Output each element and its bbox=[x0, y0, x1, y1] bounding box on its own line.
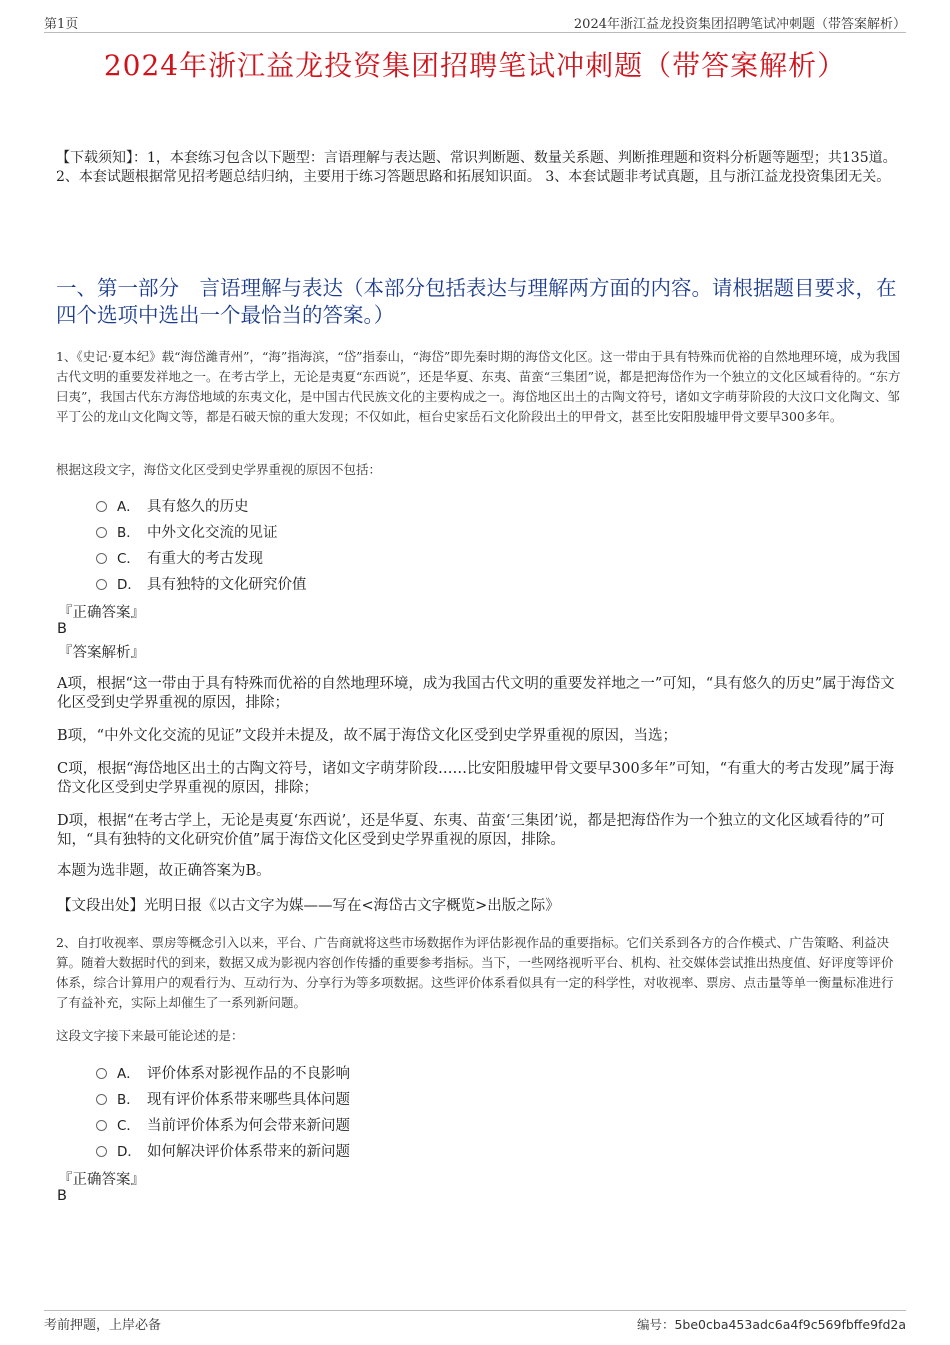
question-1-passage: 1、《史记·夏本纪》载“海岱濰青州”，“海”指海滨，“岱”指泰山，“海岱”即先秦时期的海岱文化区。这一带由于具有特殊而优裕的自然地理环境，成为我国古代文明的重要发祥地之一。在考古学上，无论是夷夏“东西说”，还是华夏、东夷、苗蛮“三集团”说，都是把海岱作为一个独立的文化区域看待的。“东方曰夷”，我国古代东方海岱地域的东夷文化，是中国古代民族文化的主要构成之一。海岱地区出土的古陶文符号，诸如文字萌芽阶段的大汶口文化陶文、邹平丁公的龙山文化陶文等，都是石破天惊的重大发现；不仅如此，桓台史家岳石文化阶段出土的甲骨文，甚至比安阳殷墟甲骨文要早300多年。 bbox=[56, 349, 901, 424]
option-letter: B． bbox=[117, 525, 140, 541]
option-letter: C． bbox=[117, 551, 140, 567]
document-title: 2024年浙江益龙投资集团招聘笔试冲刺题（带答案解析） bbox=[103, 49, 847, 82]
question-1-options bbox=[96, 492, 796, 596]
question-1-stem: 根据这段文字，海岱文化区受到史学界重视的原因不包括： bbox=[56, 462, 382, 477]
analysis-d: D项，根据“在考古学上，无论是夷夏‘东西说’，还是华夏、东夷、苗蛮‘三集团’说，都是把海岱作为一个独立的文化区域看待的”可知，“具有独特的文化研究价值”属于海岱文化区受到史学界重视的原因，排除。 bbox=[57, 813, 885, 848]
header-doc-title: 2024年浙江益龙投资集团招聘笔试冲刺题（带答案解析） bbox=[573, 16, 906, 32]
question-1-option-d[interactable] bbox=[96, 570, 796, 596]
footer-slogan: 考前押题，上岸必备 bbox=[44, 1318, 162, 1333]
option-letter: D． bbox=[117, 1144, 141, 1160]
footer-doc-code: 编号：5be0cba453adc6a4f9c569fbffe9fd2a bbox=[636, 1317, 906, 1332]
option-letter: A． bbox=[117, 1066, 140, 1082]
question-2-option-d[interactable] bbox=[96, 1137, 796, 1163]
option-text: 具有悠久的历史 bbox=[147, 498, 249, 515]
question-1-option-c[interactable] bbox=[96, 544, 796, 570]
analysis-a: A项，根据“这一带由于具有特殊而优裕的自然地理环境，成为我国古代文明的重要发祥地之一”可知，“具有悠久的历史”属于海岱文化区受到史学界重视的原因，排除； bbox=[57, 676, 895, 711]
question-2-option-a[interactable] bbox=[96, 1059, 796, 1085]
option-letter: C． bbox=[117, 1118, 140, 1134]
question-1-option-b[interactable] bbox=[96, 518, 796, 544]
question-2-stem: 这段文字接下来最可能论述的是： bbox=[56, 1028, 244, 1043]
header-page-number: 第1页 bbox=[44, 16, 79, 32]
option-text: 评价体系对影视作品的不良影响 bbox=[147, 1065, 350, 1082]
question-1-analysis-label: 『答案解析』 bbox=[58, 645, 145, 661]
question-2-options bbox=[96, 1059, 796, 1163]
option-letter: A． bbox=[117, 499, 140, 515]
radio-icon[interactable] bbox=[96, 501, 107, 512]
question-2-passage: 2、自打收视率、票房等概念引入以来，平台、广告商就将这些市场数据作为评估影视作品的重要指标。它们关系到各方的合作模式、广告策略、利益决算。随着大数据时代的到来，数据又成为影视内容创作传播的重要参考指标。当下，一些网络视听平台、机构、社交媒体尝试推出热度值、好评度等评价体系，综合计算用户的观看行为、互动行为、分享行为等多项数据。这些评价体系看似具有一定的科学性，对收视率、票房、点击量等单一衡量标准进行了有益补充，实际上却催生了一系列新问题。 bbox=[56, 935, 894, 1010]
question-2-answer: B bbox=[57, 1188, 67, 1204]
question-1-answer-label: 『正确答案』 bbox=[58, 605, 145, 621]
question-2-option-b[interactable] bbox=[96, 1085, 796, 1111]
option-text: 现有评价体系带来哪些具体问题 bbox=[147, 1091, 350, 1108]
download-notice: 【下载须知】：1，本套练习包含以下题型：言语理解与表达题、常识判断题、数量关系题、判断推理题和资料分析题等题型；共135道。 2、本套试题根据常见招考题总结归纳，主要用于练习答题思路和拓展知识面。 3、本套试题非考试真题，且与浙江益龙投资集团无关。 bbox=[56, 150, 897, 185]
option-text: 中外文化交流的见证 bbox=[147, 524, 278, 541]
radio-icon[interactable] bbox=[96, 579, 107, 590]
radio-icon[interactable] bbox=[96, 527, 107, 538]
option-letter: D． bbox=[117, 577, 141, 593]
question-2-option-c[interactable] bbox=[96, 1111, 796, 1137]
option-text: 如何解决评价体系带来的新问题 bbox=[147, 1143, 350, 1160]
page-header bbox=[44, 12, 906, 33]
section-heading: 一、第一部分 言语理解与表达（本部分包括表达与理解两方面的内容。请根据题目要求，在四个选项中选出一个最恰当的答案。） bbox=[56, 276, 897, 327]
question-1-option-a[interactable] bbox=[96, 492, 796, 518]
option-text: 有重大的考古发现 bbox=[147, 550, 263, 567]
radio-icon[interactable] bbox=[96, 1068, 107, 1079]
radio-icon[interactable] bbox=[96, 1146, 107, 1157]
page-footer bbox=[44, 1310, 906, 1333]
option-text: 具有独特的文化研究价值 bbox=[147, 576, 307, 593]
option-text: 当前评价体系为何会带来新问题 bbox=[147, 1117, 350, 1134]
question-2-answer-label: 『正确答案』 bbox=[58, 1172, 145, 1188]
passage-source: 【文段出处】光明日报《以古文字为媒——写在<海岱古文字概览>出版之际》 bbox=[57, 898, 560, 914]
question-1-answer: B bbox=[57, 621, 67, 637]
radio-icon[interactable] bbox=[96, 553, 107, 564]
analysis-conclusion: 本题为选非题，故正确答案为B。 bbox=[57, 863, 271, 879]
radio-icon[interactable] bbox=[96, 1120, 107, 1131]
option-letter: B． bbox=[117, 1092, 140, 1108]
analysis-b: B项，“中外文化交流的见证”文段并未提及，故不属于海岱文化区受到史学界重视的原因，当选； bbox=[57, 728, 677, 744]
radio-icon[interactable] bbox=[96, 1094, 107, 1105]
analysis-c: C项，根据“海岱地区出土的古陶文符号，诸如文字萌芽阶段……比安阳殷墟甲骨文要早300多年”可知，“有重大的考古发现”属于海岱文化区受到史学界重视的原因，排除； bbox=[57, 761, 894, 796]
